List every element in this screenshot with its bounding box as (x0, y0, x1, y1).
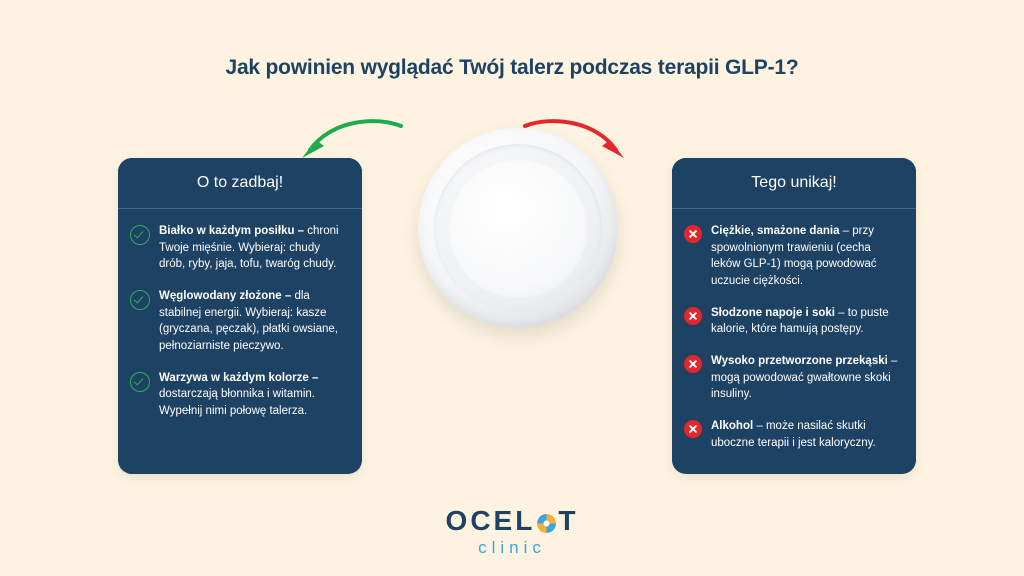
card-do-this-list (118, 209, 362, 430)
list-item-title: Alkohol (711, 420, 757, 433)
cross-circle-icon (684, 307, 702, 325)
page-title: Jak powinien wyglądać Twój talerz podczas terapii GLP-1? (225, 56, 799, 79)
card-do-this (118, 158, 362, 474)
card-avoid-this (672, 158, 916, 474)
card-avoid-this-list (672, 209, 916, 461)
logo-text-part1: OCEL (445, 505, 536, 536)
list-item-title: Białko w każdym posiłku – (159, 225, 308, 237)
list-item-text: dostarczają błonnika i witamin. Wypełnij nimi połowę talerza. (159, 388, 315, 418)
list-item-text: – mogą powodować gwałtowne skoki insuliny. (711, 355, 898, 401)
list-item-text: dla stabilnej energii. Wybieraj: kasze (gryczana, pęczak), płatki owsiane, pełnoziarniste pieczywo. (159, 290, 338, 353)
logo-plate-dot-icon (537, 514, 556, 533)
logo-text-part2: T (558, 505, 579, 536)
cross-circle-icon (684, 355, 702, 373)
list-item (130, 223, 348, 273)
logo-subtitle: clinic (478, 538, 546, 557)
check-circle-icon (130, 290, 150, 310)
check-circle-icon (130, 225, 150, 245)
card-do-this-header: O to zadbaj! (118, 158, 362, 209)
arrow-left-icon (296, 118, 406, 168)
list-item-title: Słodzone napoje i soki (711, 306, 839, 319)
list-item-text: – to puste kalorie, które hamują postępy. (711, 306, 889, 336)
card-avoid-this-header: Tego unikaj! (672, 158, 916, 209)
list-item (130, 370, 348, 420)
list-item-text: – przy spowolnionym trawieniu (cecha leków GLP-1) mogą powodować uczucie ciężkości. (711, 225, 877, 288)
list-item-title: Węglowodany złożone – (159, 290, 295, 303)
list-item-title: Warzywa w każdym kolorze – (159, 371, 319, 384)
arrow-right-icon (520, 118, 630, 168)
list-item (684, 305, 902, 338)
list-item (684, 353, 902, 403)
check-circle-icon (130, 372, 150, 392)
list-item-title: Wysoko przetworzone przekąski (711, 355, 892, 368)
cross-circle-icon (684, 420, 702, 438)
list-item (684, 418, 902, 451)
brand-logo (0, 505, 1024, 558)
cross-circle-icon (684, 225, 702, 243)
list-item-text: – może nasilać skutki uboczne terapii i jest kaloryczny. (711, 420, 876, 449)
list-item-text: chroni Twoje mięśnie. Wybieraj: chudy drób, ryby, jaja, tofu, twaróg chudy. (159, 225, 339, 271)
list-item-title: Ciężkie, smażone dania (711, 225, 843, 237)
plate-inner-well (448, 158, 588, 298)
list-item (684, 223, 902, 290)
list-item (130, 288, 348, 355)
